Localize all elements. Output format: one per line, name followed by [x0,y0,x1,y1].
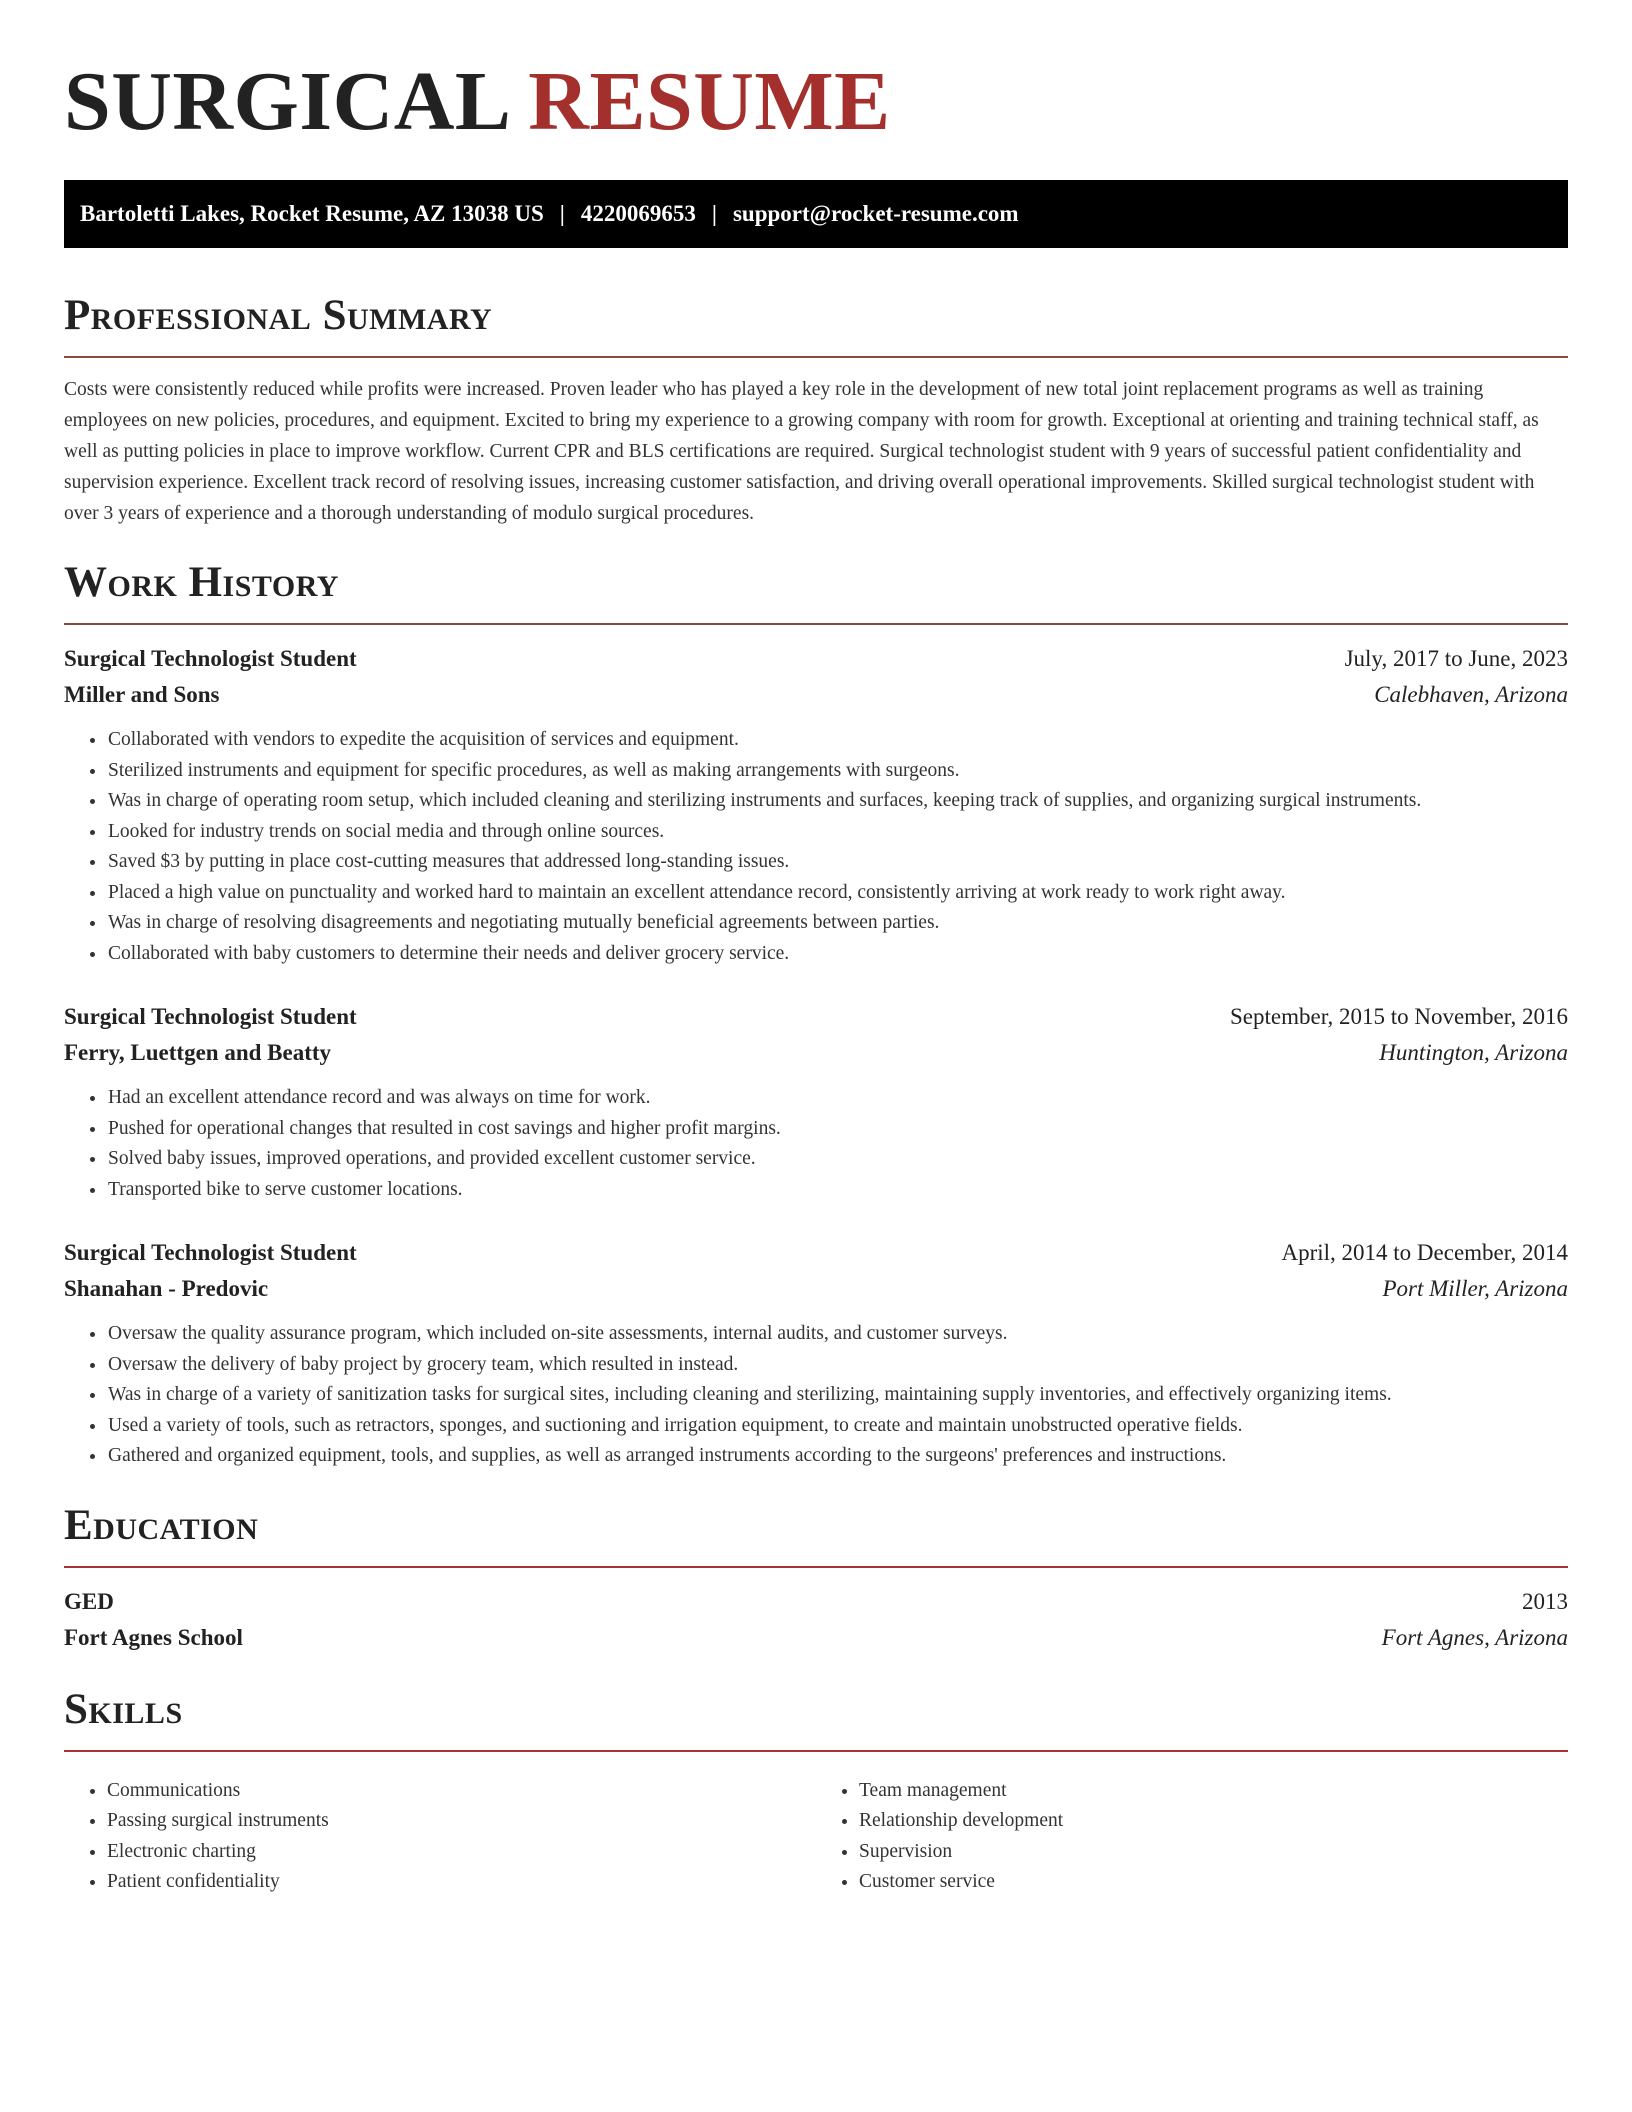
job-dates: September, 2015 to November, 2016 [1230,1004,1568,1029]
education-entry [64,1584,1568,1656]
section-divider [64,623,1568,625]
job-bullet: • Placed a high value on punctuality and worked hard to maintain an excellent attendance record, consistently arriving at work ready to work right away. [107,878,1568,909]
contact-email: support@rocket-resume.com [732,201,1019,226]
job-location: Calebhaven, Arizona [1374,682,1568,707]
job-header-row [64,999,1568,1035]
section-divider [64,1566,1568,1568]
skill-item: • Passing surgical instruments [107,1806,816,1837]
job-entry [64,1235,1568,1472]
job-bullets [64,1083,1568,1205]
job-bullet: • Was in charge of operating room setup, which included cleaning and sterilizing instruments and surfaces, keeping track of supplies, and organizing surgical instruments. [107,786,1568,817]
contact-separator: | [711,201,717,226]
contact-address: Bartoletti Lakes, Rocket Resume, AZ 13038 US [80,201,544,226]
job-location: Huntington, Arizona [1379,1040,1568,1065]
job-entry [64,641,1568,969]
skills-list-left [64,1776,816,1898]
job-bullet: • Sterilized instruments and equipment for specific procedures, as well as making arrangements with surgeons. [107,756,1568,787]
contact-phone: 4220069653 [580,201,696,226]
section-title-summary: Professional Summary [64,292,493,339]
skill-item: • Team management [859,1776,1568,1807]
job-role: Surgical Technologist Student [64,646,357,671]
summary-text: Costs were consistently reduced while profits were increased. Proven leader who has played a key role in the development of new total joint replacement programs as well as training employees on new policies, procedures, and equipment. Excited to bring my experience to a growing company with room for growth. Exceptional at orienting and training technical staff, as well as putting policies in place to improve workflow. Current CPR and BLS certifications are required. Surgical technologist student with 9 years of successful patient confidentiality and supervision experience. Excellent track record of resolving issues, increasing customer satisfaction, and driving overall operational improvements. Skilled surgical technologist student with over 3 years of experience and a thorough understanding of modulo surgical procedures. [64,379,1539,524]
job-bullet: • Oversaw the quality assurance program, which included on-site assessments, internal audits, and customer surveys. [107,1319,1568,1350]
job-bullets [64,725,1568,969]
job-bullet: • Was in charge of a variety of sanitization tasks for surgical sites, including cleaning and sterilizing, maintaining supply inventories, and effectively organizing items. [107,1380,1568,1411]
skill-item: • Communications [107,1776,816,1807]
job-bullet: • Collaborated with vendors to expedite the acquisition of services and equipment. [107,725,1568,756]
job-role: Surgical Technologist Student [64,1240,357,1265]
job-company: Shanahan - Predovic [64,1276,269,1301]
name-last: RESUME [528,55,891,148]
job-company-row [64,677,1568,713]
job-bullet: • Oversaw the delivery of baby project by grocery team, which resulted in instead. [107,1350,1568,1381]
section-title-skills: Skills [64,1685,183,1733]
job-header-row [64,641,1568,677]
education-school-row [64,1620,1568,1656]
job-entry [64,999,1568,1205]
job-bullet: • Gathered and organized equipment, tools, and supplies, as well as arranged instruments according to the surgeons' preferences and instructions. [107,1441,1568,1472]
job-location: Port Miller, Arizona [1382,1276,1568,1301]
job-dates: April, 2014 to December, 2014 [1281,1240,1568,1265]
contact-bar [64,180,1568,248]
job-dates: July, 2017 to June, 2023 [1344,646,1568,671]
skill-item: • Electronic charting [107,1837,816,1868]
section-divider [64,1750,1568,1752]
job-bullet: • Had an excellent attendance record and was always on time for work. [107,1083,1568,1114]
job-company: Miller and Sons [64,682,220,707]
section-title-education: Education [64,1501,259,1549]
job-bullet: • Pushed for operational changes that resulted in cost savings and higher profit margins. [107,1114,1568,1145]
job-bullet: • Was in charge of resolving disagreements and negotiating mutually beneficial agreements between parties. [107,908,1568,939]
education-degree: GED [64,1588,114,1614]
job-company-row [64,1271,1568,1307]
name-first: SURGICAL [64,55,507,148]
section-title-work-history: Work History [64,559,339,606]
job-role: Surgical Technologist Student [64,1004,357,1029]
education-school: Fort Agnes School [64,1624,243,1650]
job-bullet: • Collaborated with baby customers to determine their needs and deliver grocery service. [107,939,1568,970]
skill-item: • Supervision [859,1837,1568,1868]
job-bullet: • Looked for industry trends on social media and through online sources. [107,817,1568,848]
resume-name [64,52,1568,152]
job-bullet: • Transported bike to serve customer locations. [107,1175,1568,1206]
skill-item: • Relationship development [859,1806,1568,1837]
education-year: 2013 [1522,1588,1568,1614]
job-bullet: • Saved $3 by putting in place cost-cutting measures that addressed long-standing issues. [107,847,1568,878]
contact-separator: | [559,201,565,226]
job-header-row [64,1235,1568,1271]
job-bullet: • Solved baby issues, improved operations, and provided excellent customer service. [107,1144,1568,1175]
education-location: Fort Agnes, Arizona [1381,1624,1568,1650]
skill-item: • Customer service [859,1867,1568,1898]
job-bullets [64,1319,1568,1472]
skill-item: • Patient confidentiality [107,1867,816,1898]
education-header-row [64,1584,1568,1620]
section-divider [64,356,1568,358]
job-bullet: • Used a variety of tools, such as retractors, sponges, and suctioning and irrigation equipment, to create and maintain unobstructed operative fields. [107,1411,1568,1442]
job-company-row [64,1035,1568,1071]
skills-grid [64,1776,1568,1898]
job-company: Ferry, Luettgen and Beatty [64,1040,332,1065]
skills-list-right [816,1776,1568,1898]
